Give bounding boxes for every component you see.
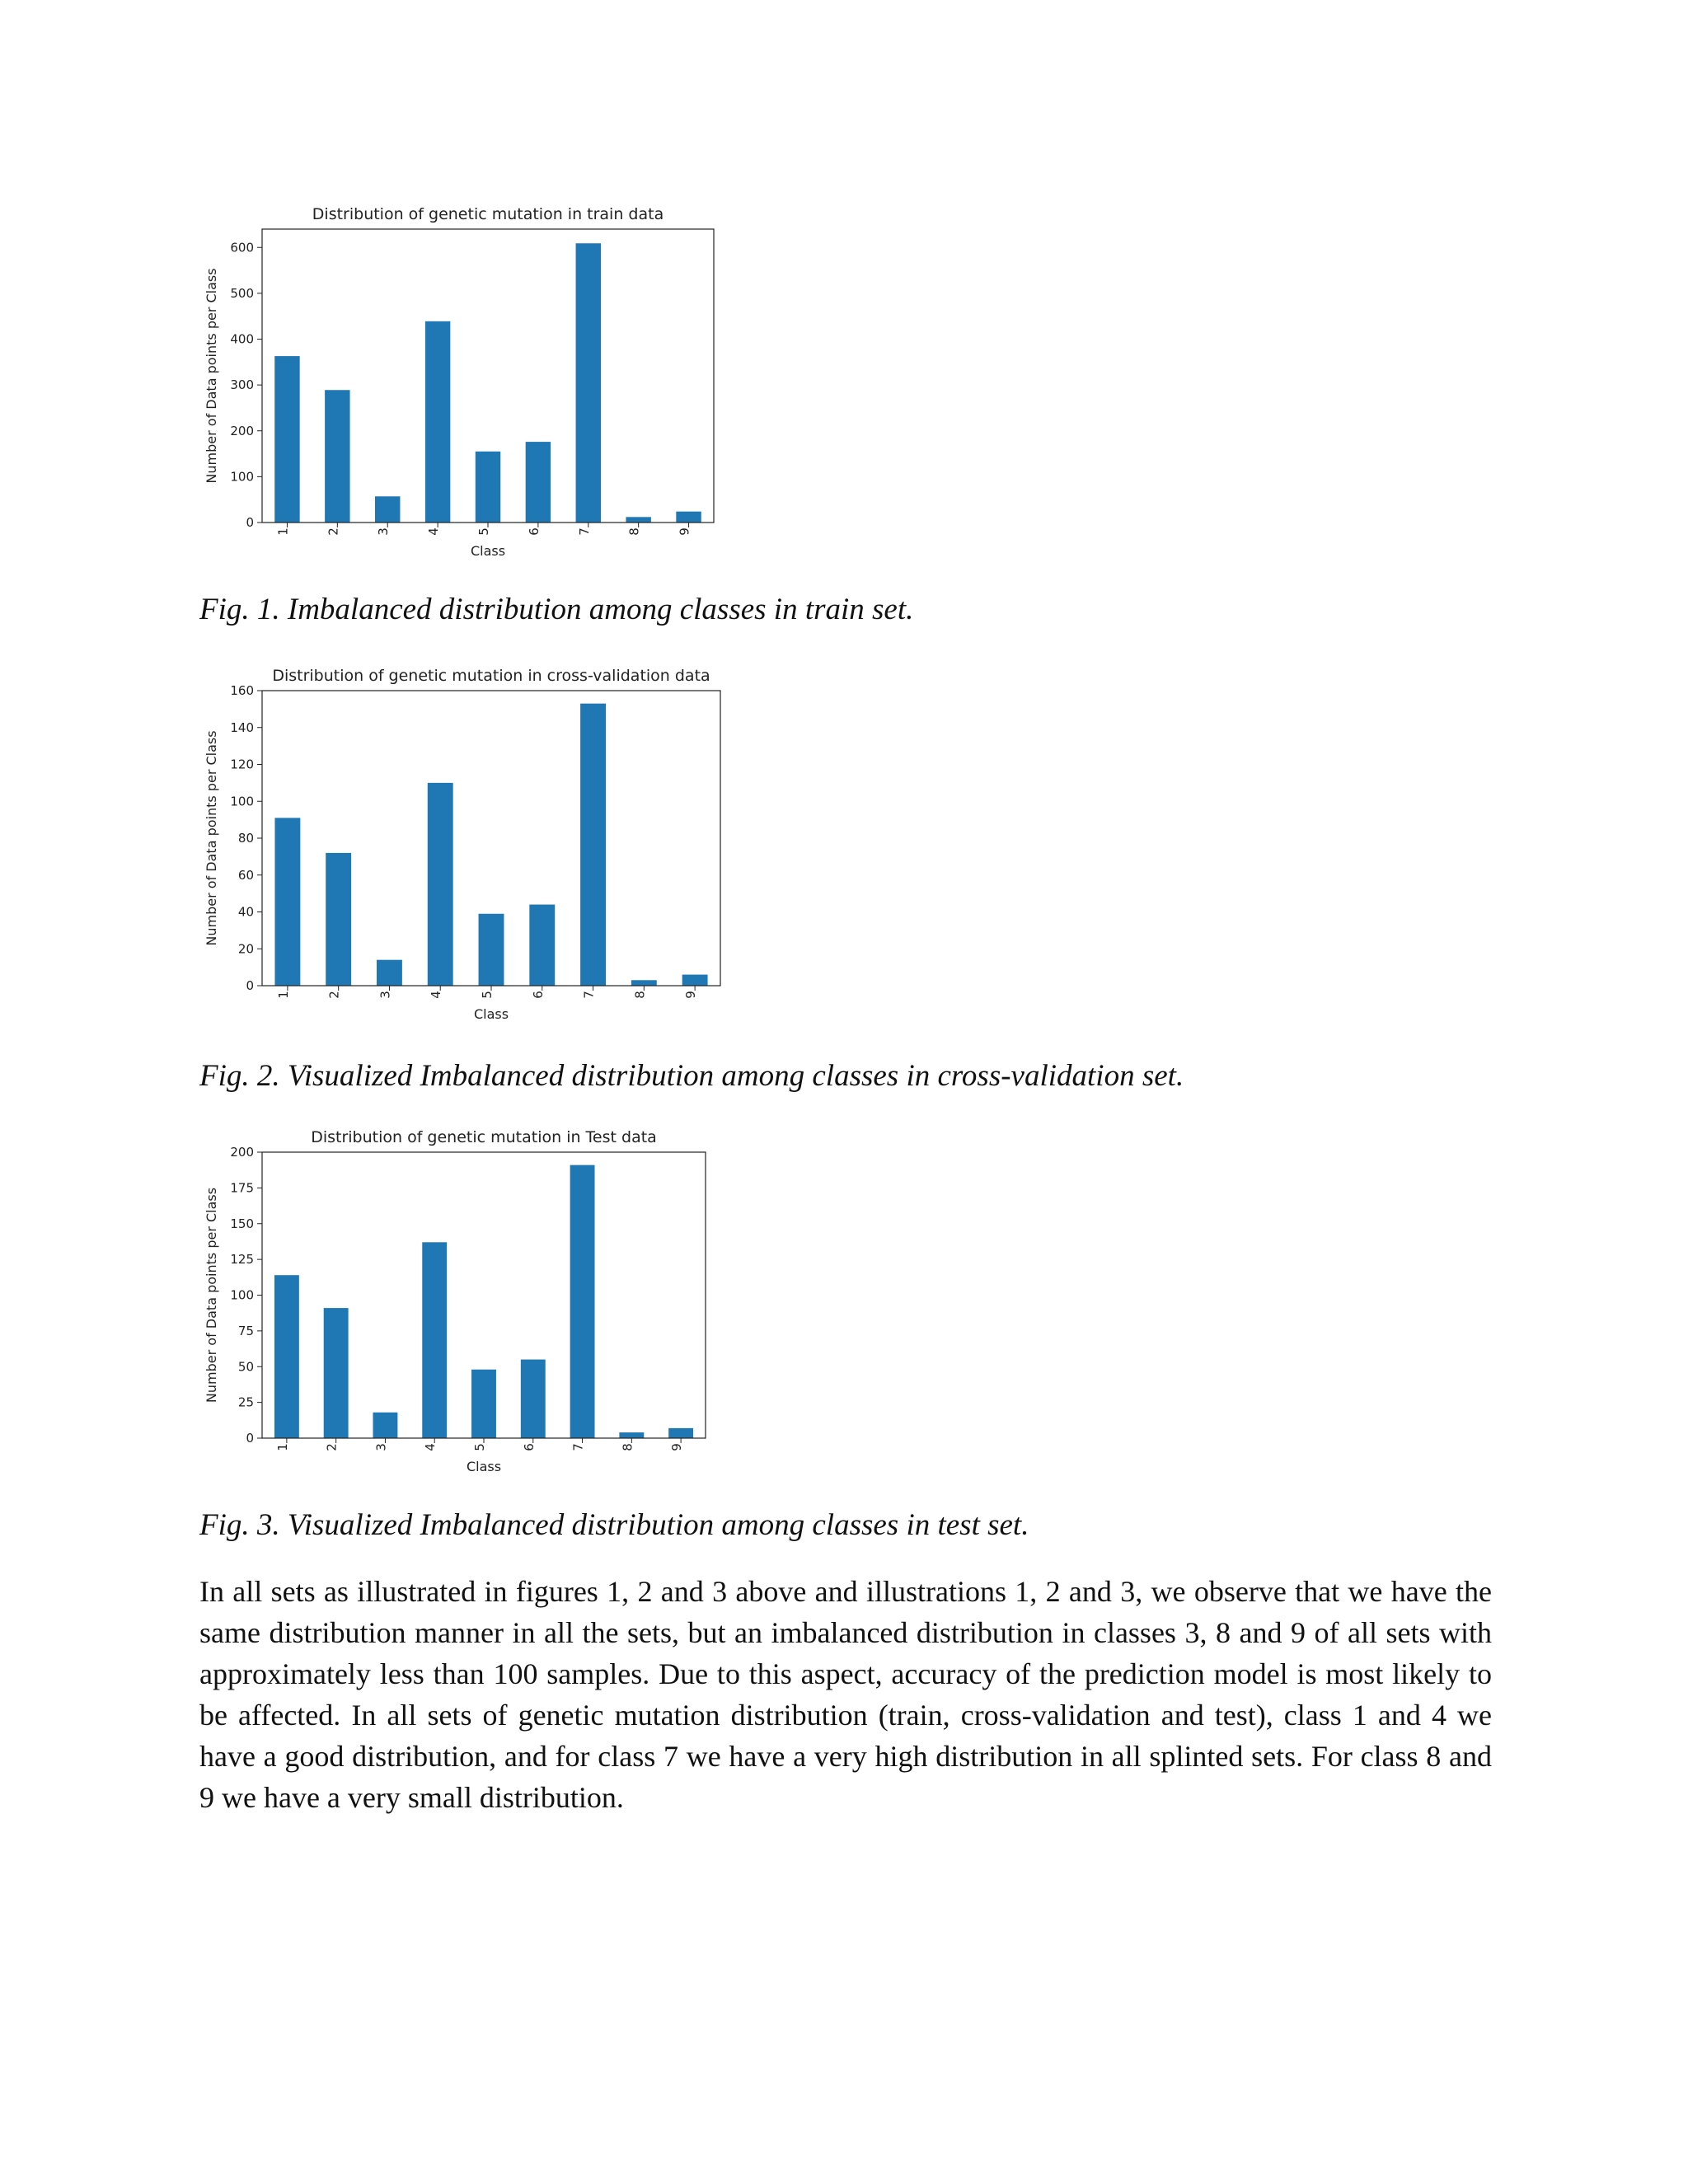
test-bar-class-9 — [668, 1428, 693, 1438]
cv-bar-class-7 — [580, 704, 606, 986]
train-bar-class-5 — [476, 452, 500, 523]
train-y-tick-label: 0 — [246, 515, 254, 530]
train-y-tick-label: 400 — [230, 331, 254, 347]
cv-x-tick-label: 1 — [275, 991, 291, 999]
train-bar-class-3 — [375, 496, 400, 523]
body-paragraph: In all sets as illustrated in figures 1, 2 and 3 above and illustrations 1, 2 and 3, we observe that we have the same distribution manner in all the sets, but an imbalanced distribution in classes 3, 8 and 9 of all sets with approximately less than 100 samples. Due to this aspect, accuracy of the prediction model is most likely to be affected. In all sets of genetic mutation distribution (train, cross-validation and test), class 1 and 4 we have a good distribution, and for class 7 we have a very high distribution in all splinted sets. For class 8 and 9 we have a very small distribution. — [199, 1575, 1492, 1814]
train-x-tick-label: 1 — [275, 527, 291, 536]
train-x-tick-label: 9 — [677, 527, 692, 536]
train-x-tick-label: 5 — [476, 527, 491, 536]
train-x-tick-label: 2 — [326, 527, 341, 536]
train-y-tick-label: 100 — [230, 469, 254, 485]
train-bar-class-7 — [576, 243, 601, 523]
train-chart-svg — [198, 198, 725, 569]
cv-bar-class-9 — [682, 975, 708, 986]
caption-fig1: Fig. 1. Imbalanced distribution among classes in train set. — [199, 593, 914, 626]
cv-chart-svg — [198, 659, 742, 1030]
train-x-tick-label: 3 — [376, 527, 392, 536]
test-y-tick-label: 25 — [237, 1394, 254, 1410]
test-y-tick-label: 150 — [230, 1216, 254, 1231]
train-y-tick-label: 200 — [230, 423, 254, 438]
cv-bar-class-4 — [428, 783, 453, 986]
test-x-tick-label: 6 — [521, 1443, 537, 1451]
test-y-tick-label: 125 — [230, 1252, 254, 1268]
test-x-axis-label: Class — [466, 1459, 502, 1474]
caption-fig3: Fig. 3. Visualized Imbalanced distribution among classes in test set. — [199, 1508, 1029, 1542]
cv-x-tick-label: 2 — [326, 991, 342, 999]
cv-x-axis-label: Class — [473, 1006, 509, 1022]
test-y-tick-label: 75 — [237, 1323, 254, 1338]
cv-bar-class-6 — [529, 905, 555, 986]
cv-bar-class-5 — [479, 914, 504, 986]
test-bar-class-7 — [570, 1165, 595, 1438]
train-y-tick-label: 300 — [230, 377, 254, 393]
chart-train — [198, 198, 725, 569]
cv-bar-class-2 — [326, 853, 351, 986]
train-y-tick-label: 500 — [230, 285, 254, 301]
cv-y-tick-label: 120 — [230, 757, 254, 772]
cv-bar-class-8 — [631, 980, 657, 986]
train-bar-class-4 — [425, 321, 450, 523]
cv-y-tick-label: 80 — [237, 831, 254, 846]
cv-y-tick-label: 160 — [230, 683, 254, 698]
test-x-tick-label: 1 — [274, 1443, 290, 1451]
test-chart-title: Distribution of genetic mutation in Test data — [311, 1128, 657, 1146]
cv-y-tick-label: 0 — [246, 978, 254, 993]
cv-y-tick-label: 140 — [230, 719, 254, 735]
cv-x-tick-label: 8 — [632, 991, 648, 999]
test-x-tick-label: 2 — [324, 1443, 340, 1451]
test-bar-class-1 — [274, 1275, 299, 1438]
test-y-tick-label: 100 — [230, 1287, 254, 1303]
test-y-tick-label: 0 — [246, 1431, 254, 1446]
train-bar-class-1 — [274, 356, 299, 523]
train-x-tick-label: 6 — [526, 527, 542, 536]
test-bar-class-3 — [373, 1413, 398, 1438]
chart-cross-validation — [198, 659, 742, 1030]
cv-x-tick-label: 3 — [377, 991, 393, 999]
train-bar-class-8 — [626, 517, 650, 523]
cv-x-tick-label: 6 — [530, 991, 546, 999]
test-y-tick-label: 200 — [230, 1145, 254, 1160]
train-bar-class-2 — [325, 390, 349, 523]
test-x-tick-label: 9 — [669, 1443, 685, 1451]
cv-x-tick-label: 5 — [480, 991, 495, 999]
train-bar-class-6 — [526, 442, 551, 523]
test-y-tick-label: 175 — [230, 1180, 254, 1196]
cv-bar-class-1 — [274, 818, 300, 986]
cv-chart-title: Distribution of genetic mutation in cross-validation data — [272, 667, 710, 685]
test-bar-class-8 — [619, 1432, 644, 1438]
test-x-tick-label: 8 — [620, 1443, 635, 1451]
test-chart-svg — [198, 1121, 725, 1492]
test-bar-class-2 — [324, 1308, 349, 1438]
caption-fig2: Fig. 2. Visualized Imbalanced distribution among classes in cross-validation set. — [199, 1059, 1184, 1093]
cv-x-tick-label: 9 — [683, 991, 699, 999]
test-x-tick-label: 3 — [373, 1443, 389, 1451]
cv-y-tick-label: 20 — [237, 941, 254, 957]
cv-x-tick-label: 4 — [429, 991, 444, 999]
train-x-tick-label: 7 — [576, 527, 592, 536]
test-bar-class-5 — [471, 1370, 496, 1438]
test-bar-class-4 — [422, 1242, 447, 1438]
train-y-axis-label: Number of Data points per Class — [204, 268, 219, 484]
cv-y-tick-label: 60 — [237, 867, 254, 883]
cv-x-tick-label: 7 — [581, 991, 597, 999]
test-x-tick-label: 7 — [570, 1443, 586, 1451]
train-x-tick-label: 8 — [626, 527, 642, 536]
cv-bar-class-3 — [377, 960, 402, 986]
train-bar-class-9 — [676, 512, 701, 523]
train-x-axis-label: Class — [470, 543, 506, 559]
test-x-tick-label: 5 — [472, 1443, 487, 1451]
chart-test — [198, 1121, 725, 1492]
test-bar-class-6 — [521, 1360, 546, 1438]
train-x-tick-label: 4 — [426, 527, 442, 536]
test-y-tick-label: 50 — [237, 1359, 254, 1375]
cv-y-tick-label: 40 — [237, 904, 254, 920]
train-chart-title: Distribution of genetic mutation in train data — [312, 205, 664, 223]
cv-y-axis-label: Number of Data points per Class — [204, 730, 219, 946]
cv-y-tick-label: 100 — [230, 794, 254, 809]
train-y-tick-label: 600 — [230, 240, 254, 255]
test-y-axis-label: Number of Data points per Class — [204, 1187, 219, 1404]
test-x-tick-label: 4 — [423, 1443, 438, 1451]
